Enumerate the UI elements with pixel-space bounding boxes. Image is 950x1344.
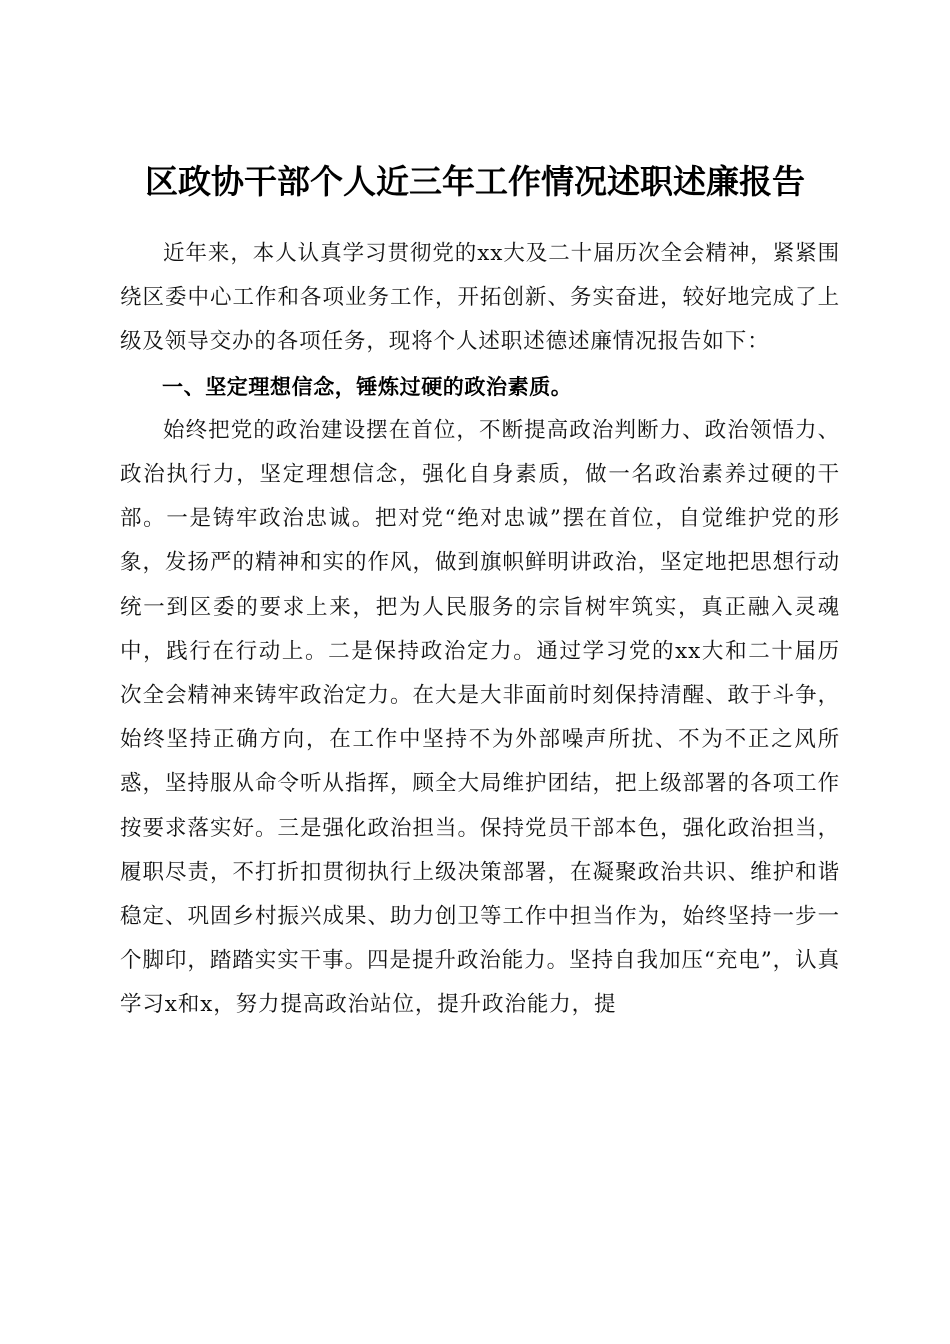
document-title: 区政协干部个人近三年工作情况述职述廉报告 [145,162,805,202]
intro-paragraph: 近年来，本人认真学习贯彻党的xx大及二十届历次全会精神，紧紧围绕区委中心工作和各项业务工作，开拓创新、务实奋进，较好地完成了上级及领导交办的各项任务，现将个人述职述德述廉情况报告如下： [120,241,840,355]
document-body [120,232,840,1028]
section-1-paragraph: 始终把党的政治建设摆在首位，不断提高政治判断力、政治领悟力、政治执行力，坚定理想信念，强化自身素质，做一名政治素养过硬的干部。一是铸牢政治忠诚。把对党“绝对忠诚”摆在首位，自觉维护党的形象，发扬严的精神和实的作风，做到旗帜鲜明讲政治，坚定地把思想行动统一到区委的要求上来，把为人民服务的宗旨树牢筑实，真正融入灵魂中，践行在行动上。二是保持政治定力。通过学习党的xx大和二十届历次全会精神来铸牢政治定力。在大是大非面前时刻保持清醒、敢于斗争，始终坚持正确方向，在工作中坚持不为外部噪声所扰、不为不正之风所惑，坚持服从命令听从指挥，顾全大局维护团结，把上级部署的各项工作按要求落实好。三是强化政治担当。保持党员干部本色，强化政治担当，履职尽责，不打折扣贯彻执行上级决策部署，在凝聚政治共识、维护和谐稳定、巩固乡村振兴成果、助力创卫等工作中担当作为，始终坚持一步一个脚印，踏踏实实干事。四是提升政治能力。坚持自我加压“充电”，认真学习x和x，努力提高政治站位，提升政治能力，提 [120,417,840,1018]
section-heading-1: 一、坚定理想信念，锤炼过硬的政治素质。 [162,374,573,399]
